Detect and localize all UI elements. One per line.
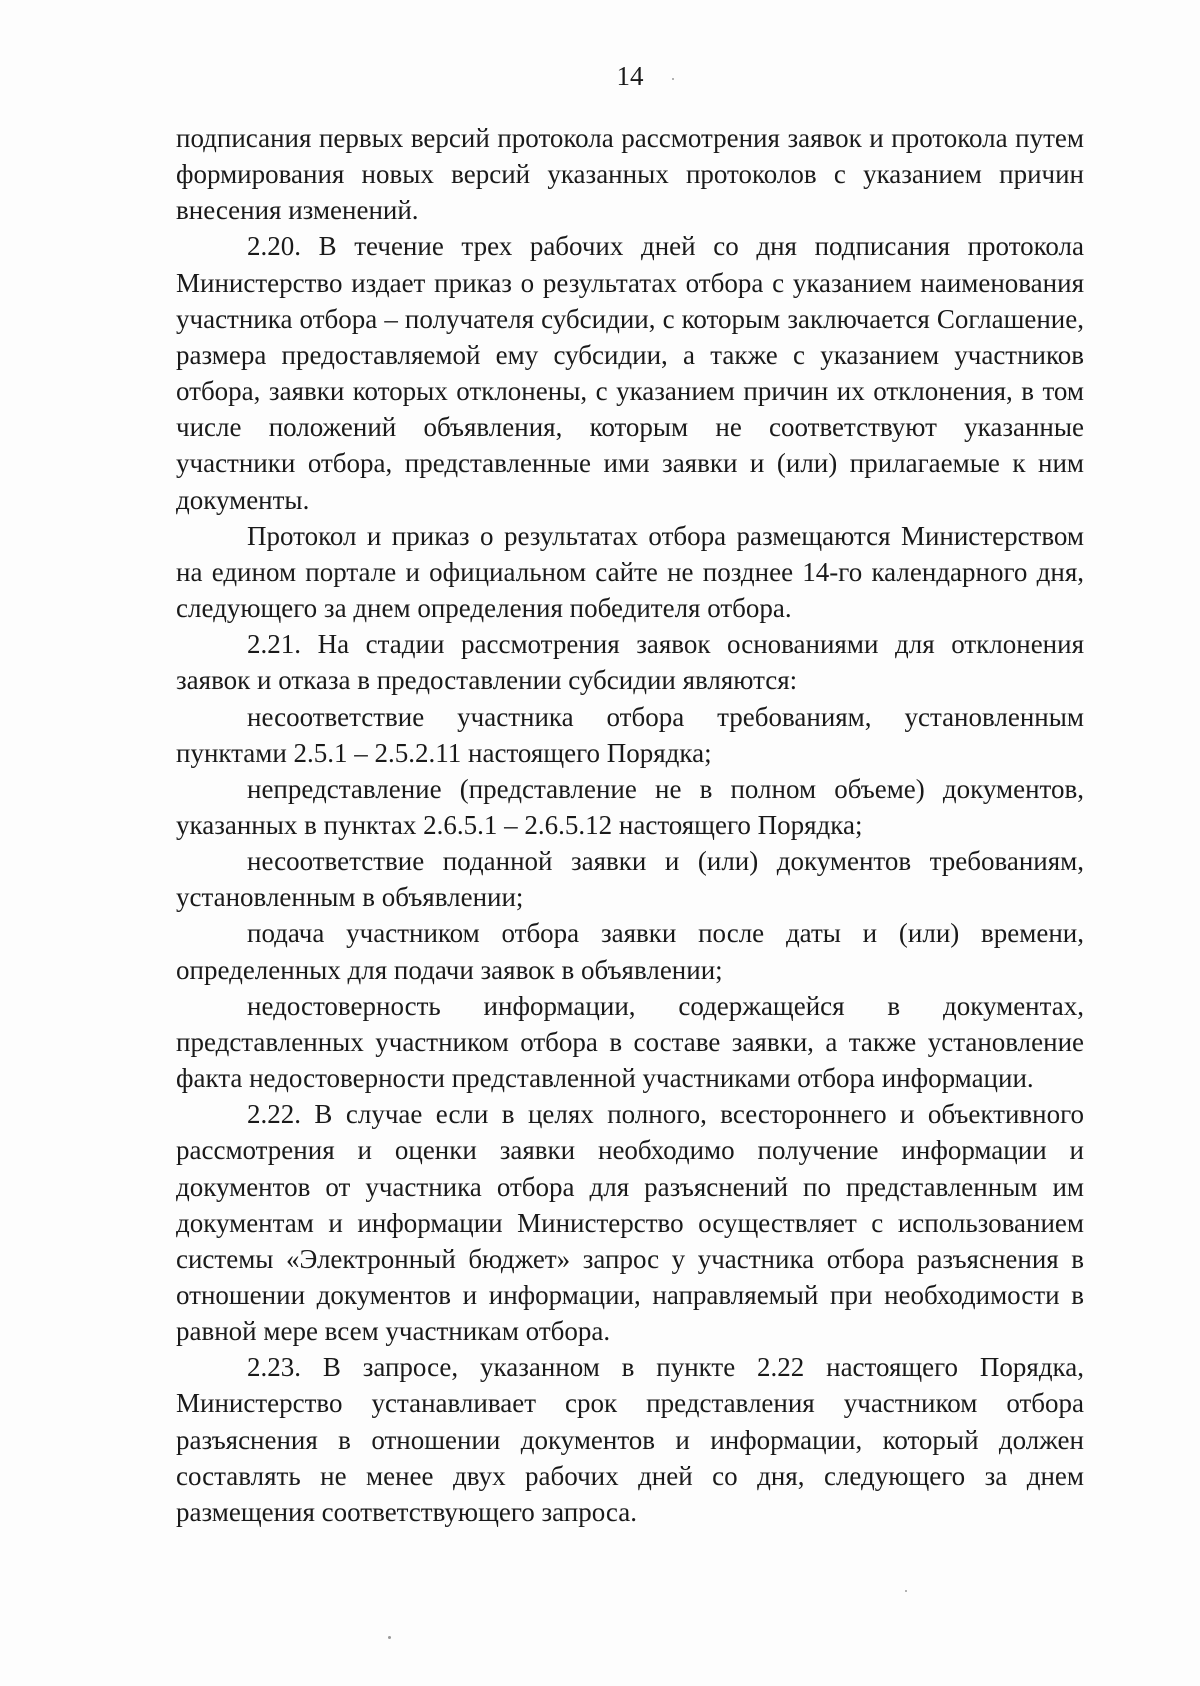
paragraph-2-20: 2.20. В течение трех рабочих дней со дня подписания протокола Министерство издает приказ о результатах отбора с указанием наименования участника отбора – получателя субсидии, с которым заключается Соглашение, размера предоставляемой ему субсидии, а также с указанием участников отбора, заявки которых отклонены, с указанием причин их отклонения, в том числе положений объявления, которым не соответствуют указанные участники отбора, представленные ими заявки и (или) прилагаемые к ним документы.	[176, 231, 1084, 515]
paragraph-protocol-publication: Протокол и приказ о результатах отбора размещаются Министерством на едином портале и официальном сайте не позднее 14-го календарного дня, следующего за днем определения победителя отбора.	[176, 520, 1084, 624]
list-item-rejection-ground-4: подача участником отбора заявки после даты и (или) времени, определенных для подачи заявок в объявлении;	[176, 918, 1084, 985]
list-item-rejection-ground-1: несоответствие участника отбора требованиям, установленным пунктами 2.5.1 – 2.5.2.11 настоящего Порядка;	[176, 701, 1084, 768]
scan-speck	[388, 1636, 391, 1639]
paragraph-2-21: 2.21. На стадии рассмотрения заявок основаниями для отклонения заявок и отказа в предоставлении субсидии являются:	[176, 629, 1084, 696]
paragraph-continuation: подписания первых версий протокола рассмотрения заявок и протокола путем формирования новых версий указанных протоколов с указанием причин внесения изменений.	[176, 123, 1084, 226]
paragraph-2-23: 2.23. В запросе, указанном в пункте 2.22 настоящего Порядка, Министерство устанавливает срок представления участником отбора разъяснения в отношении документов и информации, который должен составлять не менее двух рабочих дней со дня, следующего за днем размещения соответствующего запроса.	[176, 1352, 1084, 1527]
paragraph-2-22: 2.22. В случае если в целях полного, всестороннего и объективного рассмотрения и оценки заявки необходимо получение информации и документов от участника отбора для разъяснений по представленным им документам и информации Министерство осуществляет с использованием системы «Электронный бюджет» запрос у участника отбора разъяснения в отношении документов и информации, направляемый при необходимости в равной мере всем участникам отбора.	[176, 1099, 1084, 1347]
list-item-rejection-ground-5: недостоверность информации, содержащейся в документах, представленных участником отбора в составе заявки, а также установление факта недостоверности представленной участниками отбора информации.	[176, 990, 1084, 1094]
list-item-rejection-ground-3: несоответствие поданной заявки и (или) документов требованиям, установленным в объявлении;	[176, 846, 1084, 913]
scan-speck	[672, 78, 674, 80]
scan-speck	[905, 1590, 907, 1592]
list-item-rejection-ground-2: непредставление (представление не в полном объеме) документов, указанных в пунктах 2.6.5.1 – 2.6.5.12 настоящего Порядка;	[176, 773, 1084, 840]
document-body	[176, 120, 1084, 1530]
page-number: 14	[616, 61, 644, 91]
